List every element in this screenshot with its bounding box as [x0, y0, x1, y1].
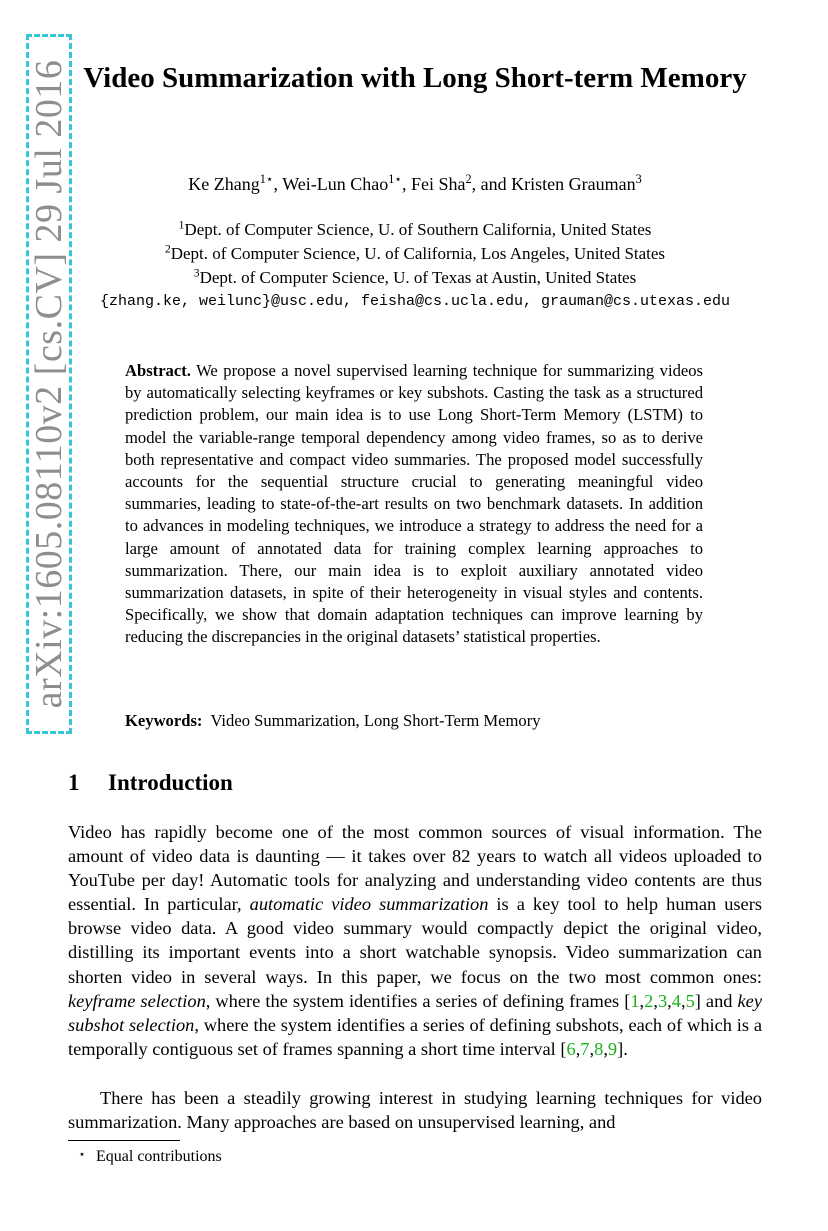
author-name: Ke Zhang [188, 174, 260, 194]
author-list: Ke Zhang$^{1⋆}$, Wei-Lun Chao$^{1⋆}$, Fei Sha$^2$, and Kristen Grauman$^3$ [188, 172, 642, 194]
paragraph-text: Video has rapidly become one of the most common sources of visual information. The amount of video data is daunting — it takes over 82 years to watch all videos uploaded to YouTube per day! Automatic tools for analyzing and understanding video contents are thus essential. In particular, [68, 822, 762, 915]
footnote-mark: ⋆ [78, 1147, 86, 1161]
paragraph-text: ]. [617, 1038, 628, 1059]
citation-link[interactable]: 4 [671, 990, 681, 1011]
affiliation-mark: 2 [164, 242, 171, 256]
affiliation-line [70, 218, 760, 242]
citation-link[interactable]: 7 [580, 1038, 590, 1059]
footnote-rule [68, 1140, 180, 1141]
intro-paragraph-2: There has been a steadily growing interest in studying learning techniques for video summarization. Many approaches are based on unsupervised learning, and [68, 1088, 762, 1133]
affiliation-line [70, 242, 760, 266]
emphasis-text: automatic video summarization [249, 894, 489, 915]
citation-link[interactable]: 2 [644, 990, 654, 1011]
paper-title: Video Summarization with Long Short-term Memory [83, 62, 747, 94]
section-title: Introduction [108, 770, 233, 795]
citation-link[interactable]: 5 [685, 990, 695, 1011]
author-name: Fei Sha [411, 174, 466, 194]
paragraph-text: , where the system identifies a series of defining frames [ [205, 990, 631, 1011]
keywords-label: Keywords: [125, 711, 203, 730]
author-name: Wei-Lun Chao [282, 174, 389, 194]
keywords-text: Video Summarization, Long Short-Term Memory [210, 711, 541, 730]
keywords [125, 711, 715, 731]
affiliation-text: Dept. of Computer Science, U. of Texas at Austin, United States [199, 268, 637, 287]
author-mark: 1⋆ [259, 172, 274, 186]
emphasis-text: keyframe selection [68, 990, 206, 1011]
footnote-text: Equal contributions [96, 1148, 222, 1165]
author-emails: {zhang.ke, weilunc}@usc.edu, feisha@cs.ucla.edu, grauman@cs.utexas.edu [99, 293, 731, 310]
affiliations [70, 218, 760, 314]
affiliation-line [70, 266, 760, 290]
abstract-label: Abstract. [125, 361, 191, 380]
intro-paragraph-1: Video has rapidly become one of the most common sources of visual information. The amount of video data is daunting — it takes over 82 years to watch all videos uploaded to YouTube per day! Automatic tools for analyzing and understanding video contents are thus essential. In particular, automatic video summarization is a key tool to help human users browse video data. A good video summary would compactly depict the original video, distilling its important events into a short watchable synopsis. Video summarization can shorten video in several ways. In this paper, we focus on the two most common ones: keyframe selection, where the system identifies a series of defining frames [1,2,3,4,5] and key subshot selection, where the system identifies a series of defining subshots, each of which is a temporally contiguous set of frames spanning a short time interval [6,7,8,9]. [68, 822, 763, 1059]
footnote [68, 1147, 222, 1166]
paragraph-text: , where the system identifies a series of defining subshots, each of which is a temporally contiguous set of frames spanning a short time interval [ [68, 1014, 763, 1059]
paragraph-text: ] and [694, 990, 738, 1011]
section-heading [68, 770, 233, 796]
author-mark: 1⋆ [388, 172, 403, 186]
abstract [125, 360, 703, 649]
author-name: Kristen Grauman [511, 174, 636, 194]
citation-link[interactable]: 1 [630, 990, 640, 1011]
section-number: 1 [68, 770, 80, 795]
affiliation-text: Dept. of Computer Science, U. of California, Los Angeles, United States [170, 244, 666, 263]
author-mark: 2 [465, 172, 472, 186]
affiliation-text: Dept. of Computer Science, U. of Southern California, United States [184, 220, 652, 239]
emphasis-text: key subshot selection [68, 990, 763, 1035]
paragraph-text: is a key tool to help human users browse video data. A good video summary would compactly depict the original video, distilling its important events into a short watchable synopsis. Video summarization can shorten video in several ways. In this paper, we focus on the two most common ones: [68, 894, 762, 987]
citation-link[interactable]: 9 [607, 1038, 618, 1059]
citation-link[interactable]: 8 [594, 1038, 604, 1059]
citation-link[interactable]: 3 [657, 990, 668, 1011]
author-mark: 3 [635, 172, 642, 186]
affiliation-mark: 3 [193, 266, 200, 280]
affiliation-mark: 1 [178, 218, 185, 232]
abstract-text: We propose a novel supervised learning technique for summarizing videos by automatically selecting keyframes or key subshots. Casting the task as a structured prediction problem, our main idea is to use Long Short-Term Memory (LSTM) to model the variable-range temporal dependency among video frames, so as to derive both representative and compact video summaries. The proposed model successfully accounts for the sequential structure crucial to generating meaningful video summaries, leading to state-of-the-art results on two benchmark datasets. In addition to advances in modeling techniques, we introduce a strategy to address the need for a large amount of annotated data for training complex learning approaches to summarization. There, our main idea is to exploit auxiliary annotated video summarization datasets, in spite of their heterogeneity in visual styles and contents. Specifically, we show that domain adaptation techniques can improve learning by reducing the discrepancies in the original datasets’ statistical properties. [125, 361, 703, 647]
citation-link[interactable]: 6 [566, 1038, 576, 1059]
arxiv-stamp: arXiv:1605.08110v2 [cs.CV] 29 Jul 2016 [28, 59, 70, 709]
